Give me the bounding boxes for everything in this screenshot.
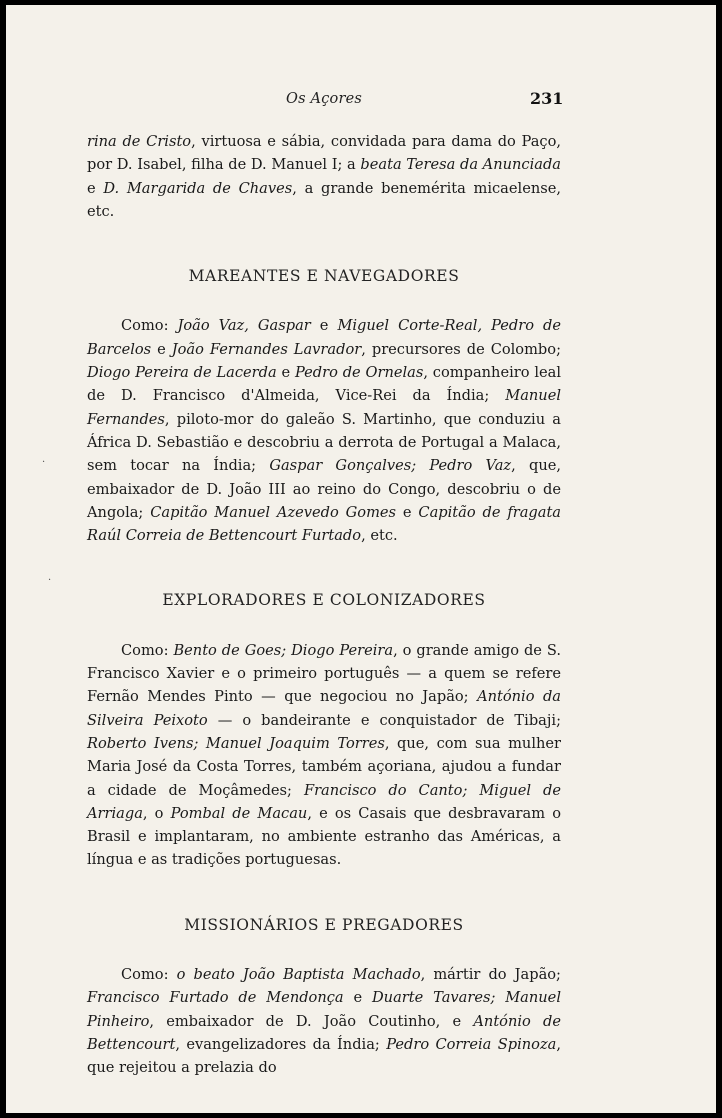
section-gap [87, 872, 561, 914]
italic-name: o beato João Baptista Machado [176, 966, 421, 984]
body-paragraph [87, 963, 561, 1079]
section-heading: MAREANTES E NAVEGADORES [188, 267, 460, 286]
italic-name: Duarte Tavares; Manuel Pinheiro [87, 989, 561, 1030]
italic-name: Capitão Manuel Azevedo Gomes [150, 503, 397, 521]
text-run: , evangelizadores da Índia; [175, 1035, 387, 1053]
italic-name: Manuel Fernandes [87, 387, 561, 428]
page-header [6, 91, 716, 111]
text-run: , o [142, 804, 171, 822]
text-run: , a grande benemérita micaelense, etc. [87, 179, 561, 220]
body-paragraph [87, 130, 561, 223]
section-gap [87, 288, 561, 314]
text-run: , embaixador de D. João Coutinho, e [149, 1012, 474, 1030]
scan-speck: · [42, 457, 46, 468]
text-run: Como: [121, 317, 178, 335]
text-run: , precursores de Colombo; [361, 340, 561, 358]
book-page [6, 5, 716, 1113]
italic-name: António da Silveira Peixoto [87, 688, 561, 729]
scan-speck: · [48, 575, 52, 586]
page-body [87, 130, 561, 1080]
text-run: e [151, 340, 172, 358]
text-run: e [343, 989, 372, 1007]
section-gap [87, 223, 561, 265]
italic-name: beata Teresa da Anunciada [360, 156, 561, 174]
text-run: e [396, 503, 419, 521]
body-paragraph [87, 639, 561, 872]
text-run: , piloto-mor do galeão S. Martinho, que conduziu a África D. Sebastião e descobriu a derrota de Portugal a Malaca, sem tocar na Índia; [87, 410, 561, 475]
italic-name: Bento de Goes; Diogo Pereira [173, 641, 394, 659]
italic-name: João Vaz, Gaspar [177, 317, 311, 335]
text-run: — o bandeirante e conquistador de Tibaji; [207, 711, 561, 729]
body-paragraph [87, 314, 561, 547]
italic-name: Pombal de Macau [170, 804, 308, 822]
italic-name: Gaspar Gonçalves; Pedro Vaz [269, 457, 512, 475]
italic-name: D. Margarida de Chaves [103, 179, 293, 197]
italic-name: Francisco Furtado de Mendonça [87, 989, 344, 1007]
text-run: Como: [121, 641, 174, 659]
text-run: , companheiro leal de D. Francisco d'Almeida, Vice-Rei da Índia; [87, 364, 561, 405]
text-run: , que, embaixador de D. João III ao reino do Congo, descobriu o de Angola; [87, 457, 561, 521]
italic-name: António de Bettencourt [87, 1012, 562, 1053]
text-run: e [276, 364, 295, 382]
italic-name: Capitão de fragata Raúl Correia de Bettencourt Furtado [87, 503, 562, 545]
italic-name: Roberto Ivens; Manuel Joaquim Torres [87, 734, 385, 752]
italic-name: Pedro de Ornelas [294, 364, 424, 382]
section-gap [87, 613, 561, 639]
italic-name: Miguel Corte-Real, Pedro de Barcelos [87, 317, 562, 358]
text-run: , etc. [361, 527, 398, 545]
text-run: , que rejeitou a prelazia do [87, 1035, 561, 1077]
text-run: , virtuosa e sábia, convidada para dama do Paço, por D. Isabel, filha de D. Manuel I; a [87, 133, 561, 174]
italic-name: João Fernandes Lavrador [171, 340, 362, 358]
italic-name: rina de Cristo [87, 133, 192, 150]
section-gap [87, 937, 561, 963]
text-run: , mártir do Japão; [420, 966, 561, 984]
italic-name: Francisco do Canto; Miguel de Arriaga [87, 781, 561, 822]
italic-name: Pedro Correia Spinoza [386, 1035, 557, 1053]
text-run: , e os Casais que desbravaram o Brasil e implantaram, no ambiente estranho das Américas, a língua e as tradições portuguesas. [87, 804, 561, 869]
section-gap [87, 547, 561, 589]
running-title: Os Açores [286, 91, 363, 107]
text-run: e [310, 317, 338, 335]
text-run: , que, com sua mulher Maria José da Costa Torres, também açoriana, ajudou a fundar a cidade de Moçâmedes; [87, 734, 562, 799]
page-number: 231 [530, 89, 564, 108]
text-run: Como: [121, 966, 177, 984]
text-run: e [87, 179, 104, 197]
text-run: , o grande amigo de S. Francisco Xavier e o primeiro português — a quem se refere Fernão Mendes Pinto — que negociou no Japão; [87, 641, 561, 706]
italic-name: Diogo Pereira de Lacerda [87, 364, 277, 382]
section-heading: MISSIONÁRIOS E PREGADORES [184, 915, 464, 934]
section-heading: EXPLORADORES E COLONIZADORES [162, 591, 486, 610]
